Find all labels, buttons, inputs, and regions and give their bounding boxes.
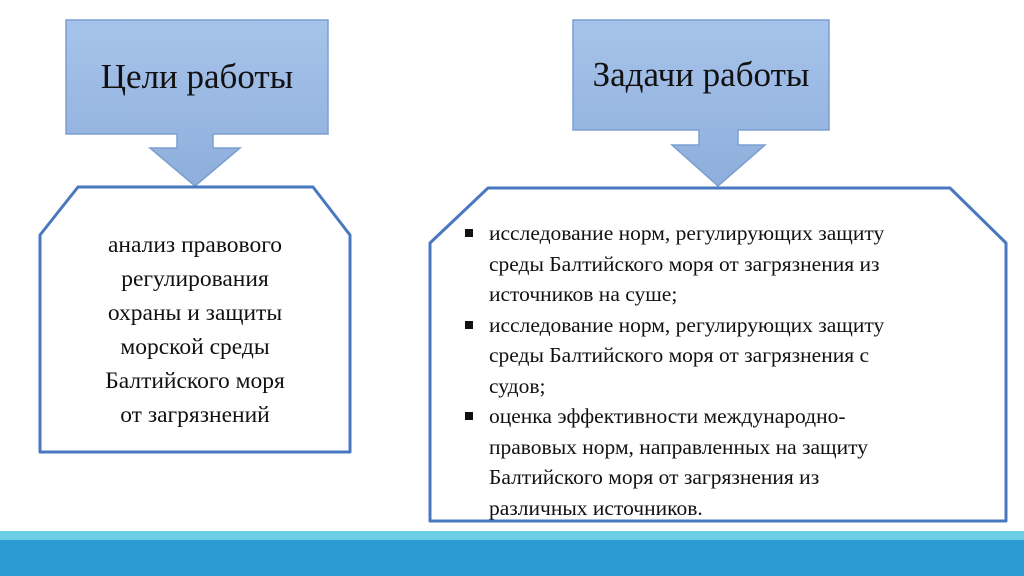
goals-description [60, 228, 330, 432]
bullet-square-icon [465, 321, 473, 329]
task-line: исследование норм, регулирующих защиту [489, 312, 885, 337]
bullet-square-icon [465, 412, 473, 420]
goals-line: анализ правового [107, 232, 283, 258]
bullet-square-icon [465, 229, 473, 237]
task-line: среды Балтийского моря от загрязнения из [489, 251, 880, 276]
goals-line: морской среды [120, 334, 270, 360]
task-list [464, 218, 984, 523]
goals-line: от загрязнений [120, 402, 270, 428]
task-line: источников на суше; [489, 282, 678, 306]
goals-line: охраны и защиты [107, 300, 283, 326]
goals-line: регулирования [121, 266, 269, 292]
task-item [464, 218, 984, 310]
task-item [464, 310, 984, 402]
goals-title: Цели работы [100, 57, 294, 96]
task-line: судов; [489, 373, 546, 398]
task-line: исследование норм, регулирующих защиту [489, 221, 885, 245]
tasks-title: Задачи работы [592, 55, 810, 94]
footer-stripe-light [0, 531, 1024, 540]
task-item [464, 401, 984, 523]
task-line: различных источников. [489, 495, 703, 520]
task-line: оценка эффективности международно- [489, 404, 846, 428]
footer-bar [0, 540, 1024, 576]
task-line: правовых норм, направленных на защиту [489, 434, 868, 459]
task-line: Балтийского моря от загрязнения из [489, 465, 820, 489]
goals-line: Балтийского моря [105, 368, 285, 394]
task-line: среды Балтийского моря от загрязнения с [489, 343, 870, 367]
